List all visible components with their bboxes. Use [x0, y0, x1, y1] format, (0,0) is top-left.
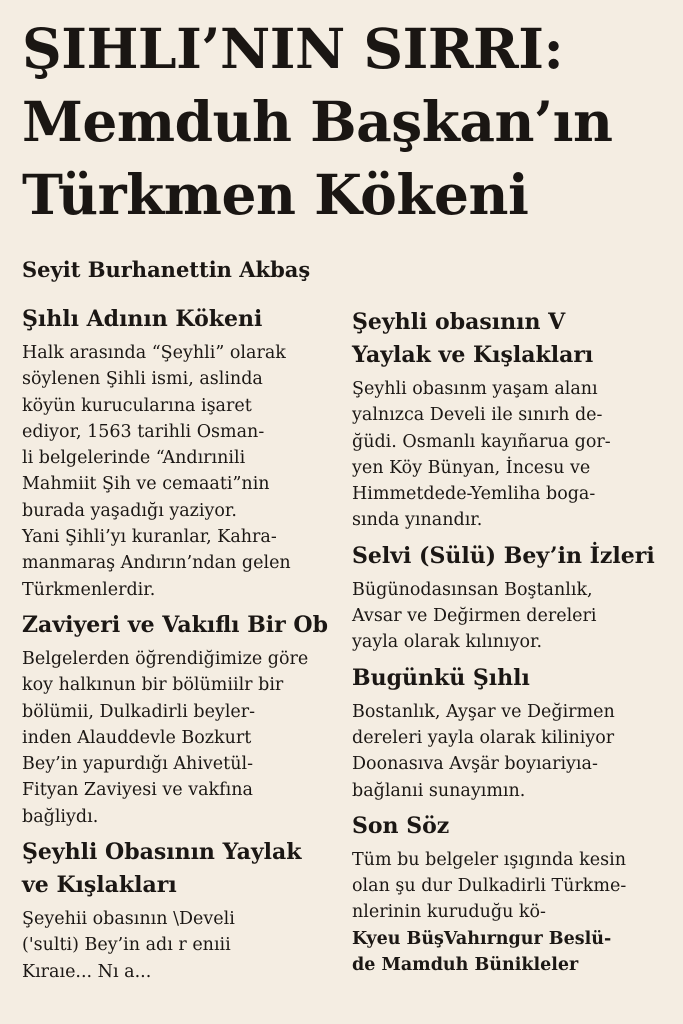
body-line: olan şu dur Dulkadirli Türkme-	[352, 876, 627, 897]
section-heading	[352, 306, 677, 372]
article-author: Seyit Burhanettin Akbaş	[22, 257, 311, 282]
body-line: Avsar ve Değirmen dereleri	[352, 606, 597, 627]
section-body	[22, 906, 347, 985]
heading-line: Şeyhli Obasının Yaylak	[22, 839, 302, 866]
title-line: Türkmen Kökeni	[22, 162, 529, 227]
body-line: Mahmiit Şih ve cemaati”nin	[22, 474, 270, 495]
body-line: Himmetdede-Yemliha boga-	[352, 484, 596, 505]
title-line: ŞIHLI’NIN SIRRI:	[22, 16, 564, 81]
body-line: Bostanlık, Ayşar ve Değirmen	[352, 701, 615, 722]
left-column	[22, 303, 347, 991]
body-line: Fityan Zaviyesi ve vakfına	[22, 780, 253, 801]
section-bugunku-sihli	[352, 662, 677, 804]
body-line: dereleri yayla olarak kiliniyor	[352, 727, 615, 748]
section-heading	[22, 836, 347, 902]
section-zaviyeri	[22, 609, 347, 830]
article-title	[22, 12, 672, 231]
body-line: de Mamduh Bünikleler	[352, 955, 579, 976]
body-line: li belgelerinde “Andırınili	[22, 448, 246, 469]
section-body	[352, 577, 677, 656]
body-line: ğüdi. Osmanlı kayıñarua gor-	[352, 431, 611, 452]
body-line: Halk arasında “Şeyhli” olarak	[22, 343, 286, 363]
body-line: manmaraş Andırın’ndan gelen	[22, 553, 291, 574]
section-body	[352, 699, 677, 804]
body-line: bağlanıi sunayımın.	[352, 780, 526, 801]
body-line: Kyeu BüşVahırngur Beslü-	[352, 928, 612, 949]
body-line: bölümii, Dulkadirli beyler-	[22, 701, 256, 722]
section-heading	[22, 303, 347, 336]
heading-line: Selvi (Sülü) Bey’in İzleri	[352, 542, 655, 569]
heading-line: ve Kışlakları	[22, 872, 177, 899]
section-yaylak-kislaklar	[352, 306, 677, 534]
body-line: Belgelerden öğrendiğimize göre	[22, 648, 309, 669]
section-selvi-bey	[352, 540, 677, 656]
section-sihli-adinin-kokeni	[22, 303, 347, 603]
body-line: yayla olarak kılınıyor.	[352, 632, 543, 653]
title-line: Memduh Başkan’ın	[22, 89, 613, 154]
section-heading	[352, 540, 677, 573]
body-line: Doonasıva Avşär boyıariyıa-	[352, 754, 598, 775]
heading-line: Bugünkü Şıhlı	[352, 664, 530, 691]
body-line: köyün kurucularına işaret	[22, 395, 252, 416]
heading-line: Şıhlı Adının Kökeni	[22, 306, 263, 332]
section-body	[352, 376, 677, 534]
heading-line: Son Söz	[352, 812, 450, 839]
heading-line: Yaylak ve Kışlakları	[352, 342, 594, 368]
section-heading	[352, 810, 677, 843]
body-line: bağliydı.	[22, 806, 99, 827]
body-line: ('sulti) Bey’in adı r enıii	[22, 935, 231, 956]
body-line: burada yaşadığı yaziyor.	[22, 500, 237, 521]
section-body	[22, 646, 347, 830]
body-line: nlerinin kuruduğu kö-	[352, 902, 546, 923]
body-line: inden Alauddevle Bozkurt	[22, 727, 252, 748]
body-line: Kıraıe... Nı a...	[22, 961, 152, 982]
body-line: ediyor, 1563 tarihli Osman-	[22, 421, 265, 442]
heading-line: Zaviyeri ve Vakıflı Bir Ob	[22, 611, 328, 638]
section-body	[22, 340, 347, 603]
body-line: Bügünodasınsan Boştanlık,	[352, 579, 593, 600]
body-line: Tüm bu belgeler ışıgında kesin	[352, 849, 626, 870]
heading-line: Şeyhli obasının V	[352, 309, 566, 335]
page-bottom-edge	[0, 1010, 683, 1024]
body-line: yen Köy Bünyan, İncesu ve	[352, 457, 591, 478]
section-heading	[22, 609, 347, 642]
section-seyhli-obasinin	[22, 836, 347, 985]
body-line: Türkmenlerdir.	[22, 579, 156, 600]
body-line: Şeyehii obasının \Develi	[22, 909, 235, 930]
section-body	[352, 847, 677, 978]
body-line: yalnızca Develi ile sınırh de-	[352, 405, 603, 426]
body-line: sında yınandır.	[352, 510, 483, 531]
section-heading	[352, 662, 677, 695]
body-line: Bey’in yapurdığı Ahivetül-	[22, 754, 253, 775]
section-son-soz	[352, 810, 677, 978]
body-line: söylenen Şihli ismi, aslinda	[22, 369, 263, 390]
right-column	[352, 306, 677, 984]
body-line: koy halkınun bir bölümiilr bir	[22, 675, 284, 696]
body-line: Yani Şihli’yı kuranlar, Kahra-	[22, 527, 277, 548]
body-line: Şeyhli obasınm yaşam alanı	[352, 379, 598, 399]
